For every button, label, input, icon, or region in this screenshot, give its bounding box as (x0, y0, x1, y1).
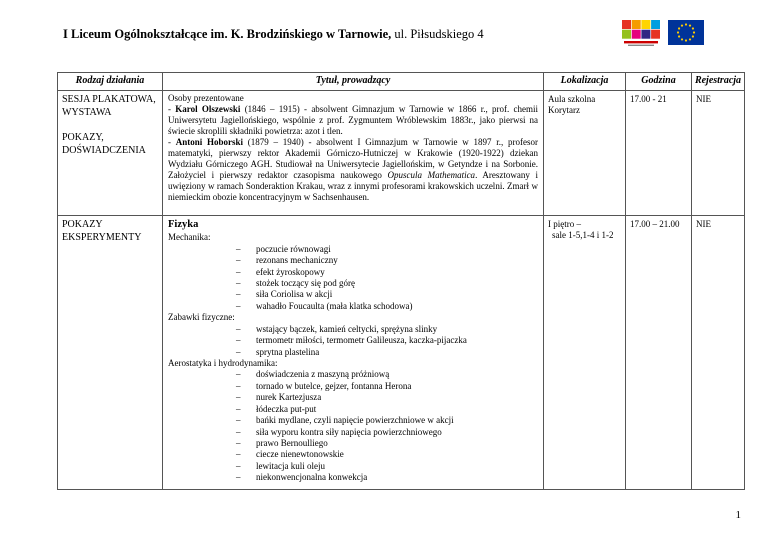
experiment-name: wstający bączek, kamień celtycki, sprężyna slinky (256, 323, 438, 334)
list-item (236, 369, 538, 380)
person-paragraph (168, 104, 538, 137)
experiment-name: bańki mydlane, czyli napięcie powierzchniowe w akcji (256, 415, 454, 426)
activity-type: POKAZY, DOŚWIADCZENIA (62, 132, 146, 156)
experiment-name: siła Coriolisa w akcji (256, 289, 333, 300)
dash-bullet: – (236, 449, 241, 460)
col-header-registration: Rejestracja (692, 73, 745, 91)
time-cell: 17.00 – 21.00 (626, 216, 692, 490)
experiment-name: termometr miłości, termometr Galileusza, kaczka-pijaczka (256, 335, 467, 346)
person-bio: (1846 – 1915) - absolwent Gimnazjum w Tarnowie w 1866 r., prof. chemii Uniwersytetu Jagiellońskiego, wspólnie z prof. Zygmuntem Wróblewskim 1883r., jako pierwsi na świecie skroplili składniki powietrza: azot i tlen. (168, 103, 538, 136)
experiment-name: siła wyporu kontra siły napięcia powierzchniowego (256, 426, 442, 437)
experiment-name: niekonwencjonalna konwekcja (256, 472, 368, 483)
dash-bullet: – (236, 335, 241, 346)
table-row (58, 216, 745, 490)
intro-text: Osoby prezentowane (168, 93, 244, 103)
experiment-name: sprytna plastelina (256, 346, 320, 357)
list-item (236, 278, 538, 289)
dash-bullet: – (236, 255, 241, 266)
dash-bullet: – (236, 346, 241, 357)
experiment-name: stożek toczący się pod górę (256, 278, 355, 289)
document-title (63, 27, 484, 42)
col-header-location: Lokalizacja (544, 73, 626, 91)
experiment-name: tornado w butelce, gejzer, fontanna Herona (256, 380, 412, 391)
activity-cell (58, 91, 163, 216)
dash-bullet: – (236, 392, 241, 403)
person-paragraph (168, 137, 538, 203)
table-row (58, 91, 745, 216)
list-item (236, 301, 538, 312)
schedule-table (57, 72, 745, 490)
location-line: Korytarz (548, 105, 580, 116)
malopolska-logo (622, 20, 660, 52)
experiment-name: prawo Bernoulliego (256, 437, 328, 448)
list-item (236, 449, 538, 460)
dash-bullet: – (236, 323, 241, 334)
experiment-name: nurek Kartezjusza (256, 392, 322, 403)
list-item (236, 392, 538, 403)
experiment-name: rezonans mechaniczny (256, 255, 338, 266)
logo-group (622, 20, 704, 52)
dash-bullet: – (236, 380, 241, 391)
dash: - (168, 136, 176, 147)
dash-bullet: – (236, 289, 241, 300)
experiment-name: doświadczenia z maszyną próżniową (256, 369, 390, 380)
list-item (236, 267, 538, 278)
list-item (236, 461, 538, 472)
section-label: Mechanika: (168, 232, 211, 243)
person-name: Karol Olszewski (175, 103, 241, 114)
person-name: Antoni Hoborski (175, 136, 244, 147)
subject-heading: Fizyka (168, 219, 199, 230)
experiment-name: poczucie równowagi (256, 243, 331, 254)
dash-bullet: – (236, 369, 241, 380)
activity-type: SESJA PLAKATOWA, WYSTAWA (62, 94, 156, 118)
location-line: I piętro – (548, 219, 581, 229)
person-bio: . Aresztowany i uwięziony w ramach Sonderaktion Krakau, wraz z innymi profesorami krakowskich uczelni. Zmarł w niemieckim obozie koncentracyjnym w Sachsenhausen. (168, 169, 538, 202)
school-name: I Liceum Ogólnokształcące im. K. Brodzińskiego w Tarnowie, (63, 27, 392, 41)
dash-bullet: – (236, 426, 241, 437)
eu-flag-logo (668, 20, 704, 52)
title-cell (163, 216, 544, 490)
experiment-list (168, 244, 538, 313)
experiment-list (168, 324, 538, 358)
time-cell: 17.00 - 21 (626, 91, 692, 216)
experiment-name: wahadło Foucaulta (mała klatka schodowa) (256, 300, 413, 311)
location-line: sale 1-5,1-4 i 1-2 (552, 230, 614, 241)
list-item (236, 472, 538, 483)
title-cell (163, 91, 544, 216)
page-number: 1 (735, 509, 741, 521)
registration-cell: NIE (692, 216, 745, 490)
registration-cell: NIE (692, 91, 745, 216)
intro-line (168, 93, 538, 104)
dash-bullet: – (236, 472, 241, 483)
dash-bullet: – (236, 415, 241, 426)
dash: - (168, 103, 176, 114)
list-item (236, 289, 538, 300)
experiment-name: łódeczka put-put (256, 403, 317, 414)
location-line: Aula szkolna (548, 94, 596, 104)
list-item (236, 415, 538, 426)
list-item (236, 404, 538, 415)
list-item (236, 347, 538, 358)
table-header-row (58, 73, 745, 91)
dash-bullet: – (236, 437, 241, 448)
person-bio: (1879 – 1940) - absolwent I Gimnazjum w Tarnowie w 1897 r., profesor matematyki, pierwszy rektor Akademii Górniczo-Hutniczej w Krakowie (1920-1922) dziekan Wydziału Górniczego AGH. Studiował na Uniwersytecie Jagiellońskim, w Getyndze i na Sorbonie. Założyciel i pierwszy redaktor czasopisma naukowego (168, 136, 539, 180)
location-cell (544, 216, 626, 490)
dash-bullet: – (236, 460, 241, 471)
experiment-name: efekt żyroskopowy (256, 266, 325, 277)
location-cell (544, 91, 626, 216)
list-item (236, 335, 538, 346)
col-header-time: Godzina (626, 73, 692, 91)
activity-cell (58, 216, 163, 490)
dash-bullet: – (236, 243, 241, 254)
dash-bullet: – (236, 403, 241, 414)
list-item (236, 244, 538, 255)
section-label: Zabawki fizyczne: (168, 312, 235, 323)
school-address: ul. Piłsudskiego 4 (391, 27, 484, 41)
journal-title: Opuscula Mathematica (387, 169, 476, 180)
list-item (236, 381, 538, 392)
dash-bullet: – (236, 266, 241, 277)
list-item (236, 438, 538, 449)
dash-bullet: – (236, 278, 241, 289)
experiment-name: ciecze nienewtonowskie (256, 449, 344, 460)
activity-type: POKAZY EKSPERYMENTY (62, 219, 142, 243)
experiment-name: lewitacja kuli oleju (256, 460, 325, 471)
dash-bullet: – (236, 300, 241, 311)
list-item (236, 255, 538, 266)
list-item (236, 427, 538, 438)
experiment-list (168, 369, 538, 483)
col-header-activity-type: Rodzaj działania (58, 73, 163, 91)
section-label: Aerostatyka i hydrodynamika: (168, 357, 278, 368)
col-header-title-presenter: Tytuł, prowadzący (163, 73, 544, 91)
list-item (236, 324, 538, 335)
